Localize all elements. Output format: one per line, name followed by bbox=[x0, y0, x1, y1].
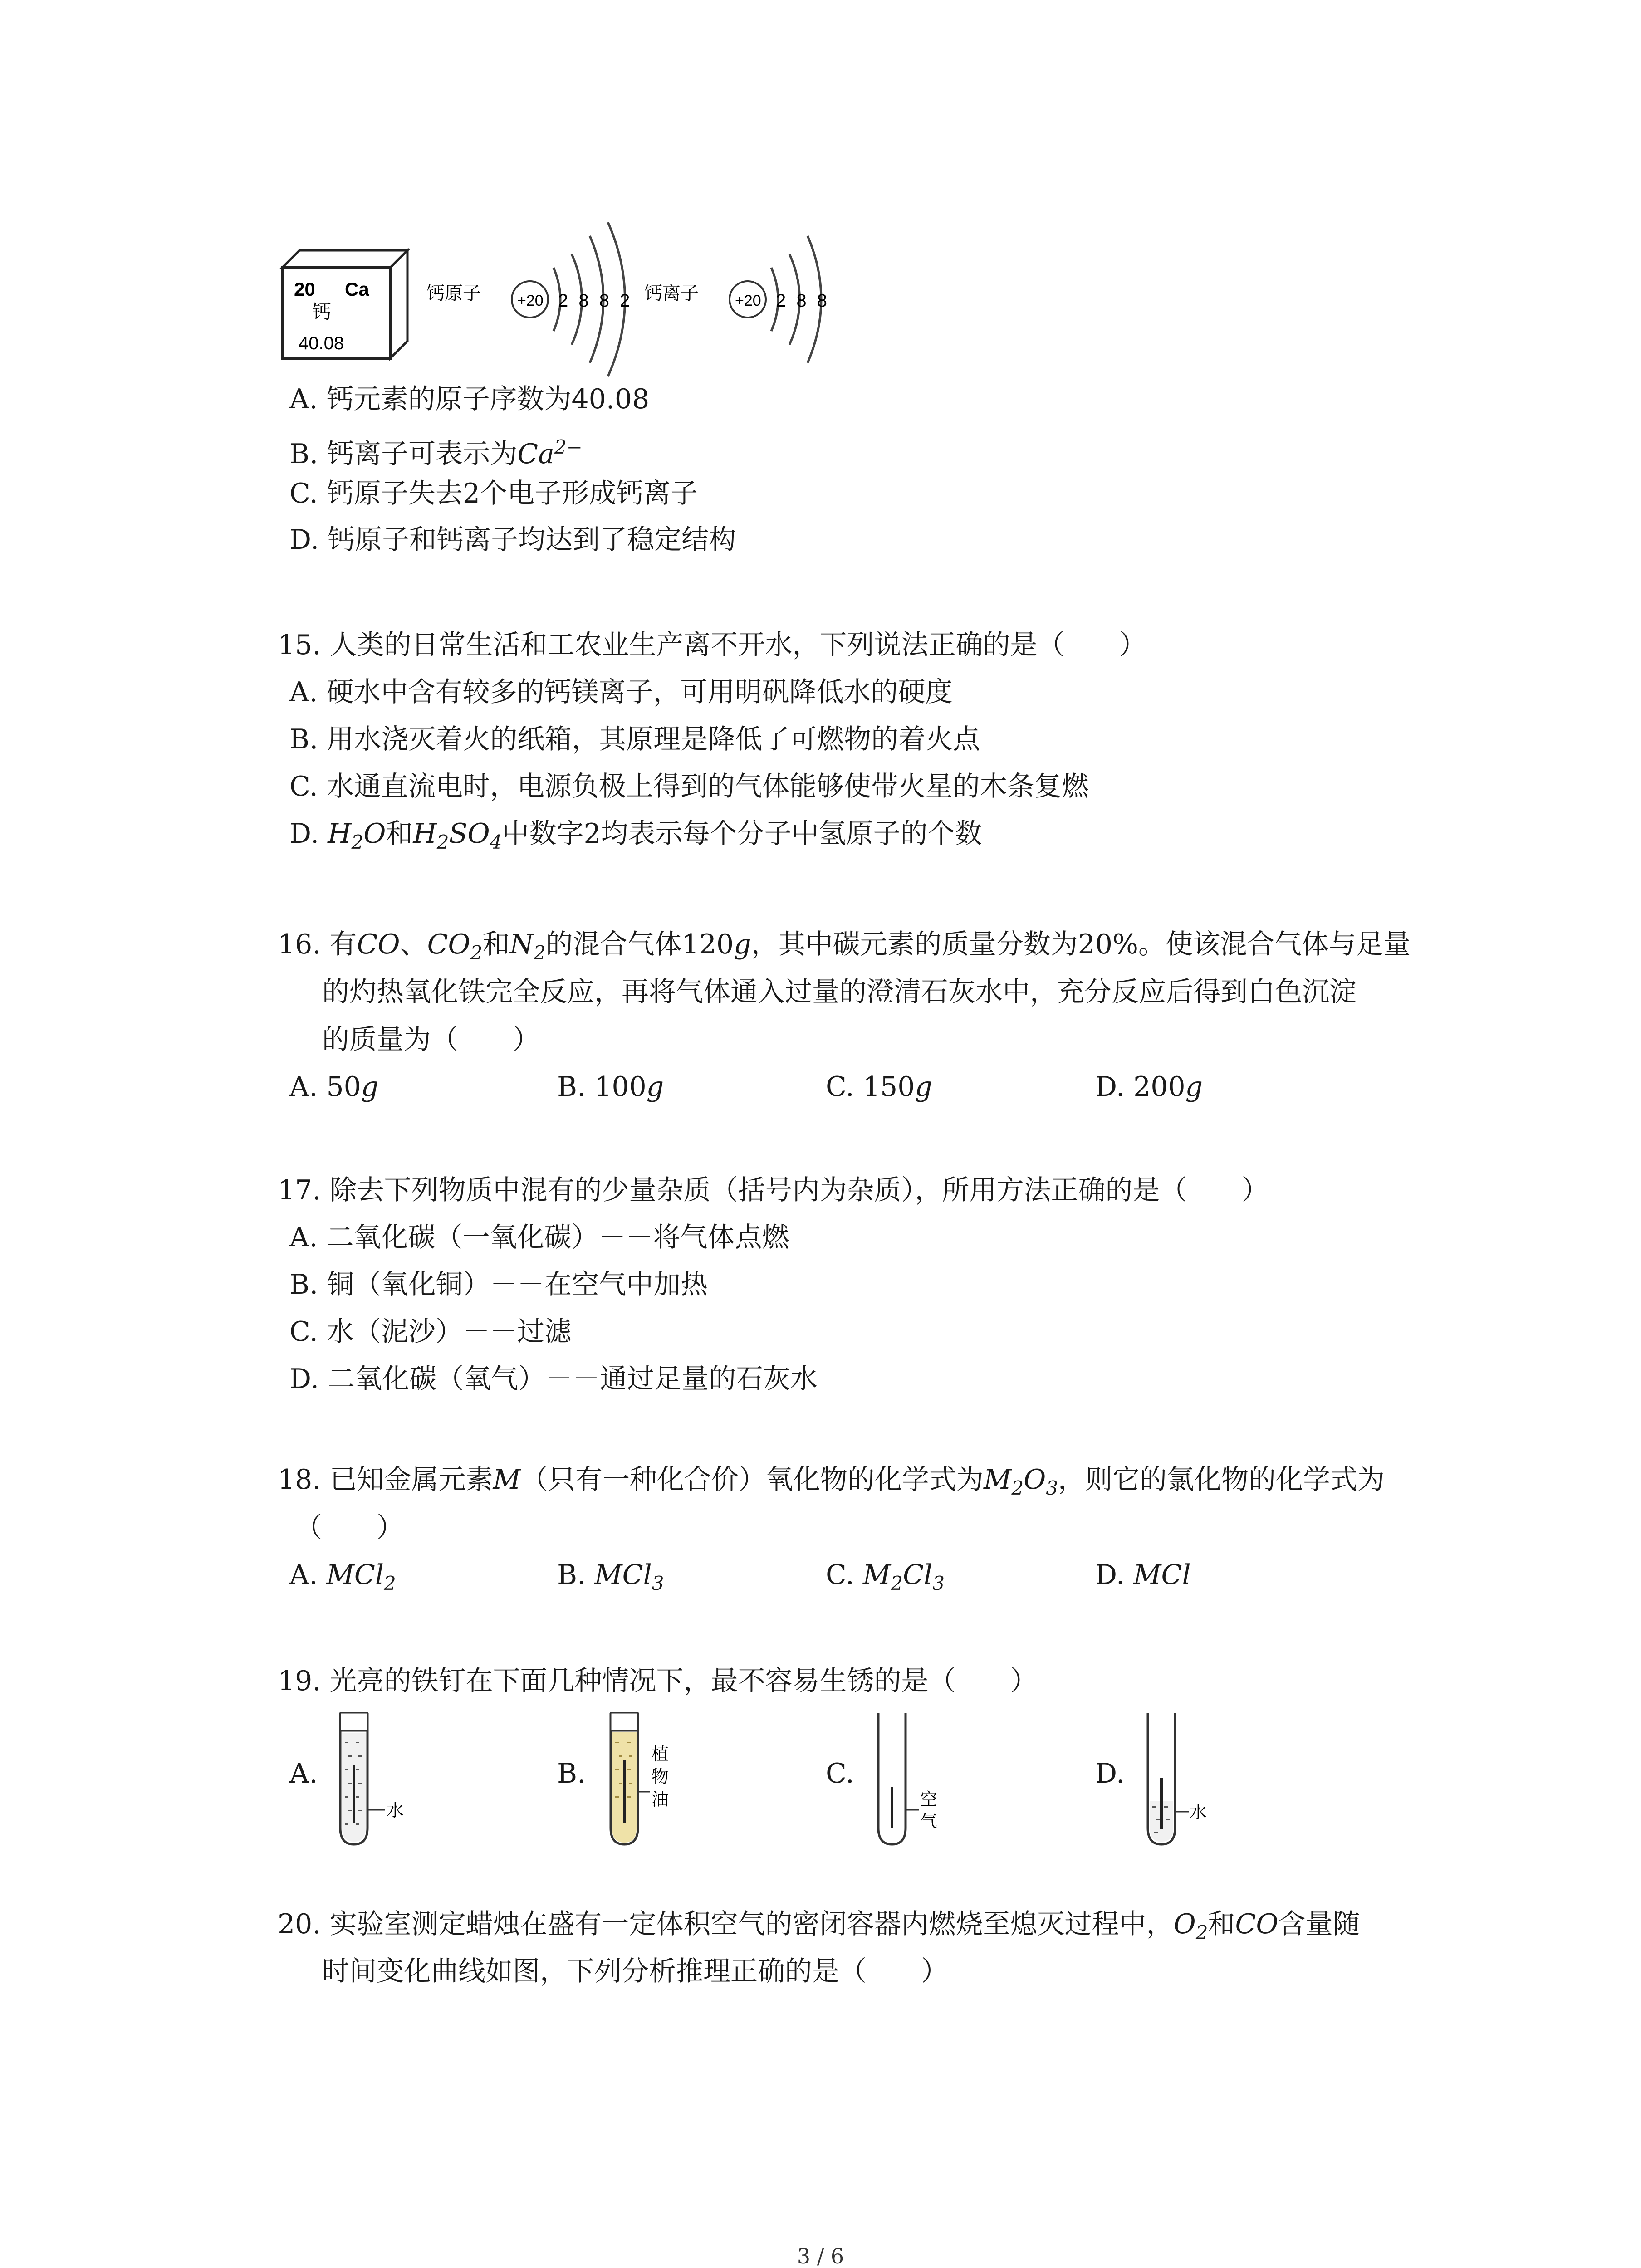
q16-mass-text: 的混合气体120 bbox=[545, 929, 734, 960]
atom-shells: 2 8 8 2 bbox=[558, 291, 633, 311]
tube-b-oil-label-3: 油 bbox=[652, 1789, 669, 1809]
q17-option-a: A. 二氧化碳（一氧化碳）－－将气体点燃 bbox=[289, 1222, 789, 1253]
q14-option-a: A. 钙元素的原子序数为40.08 bbox=[289, 383, 650, 415]
q16-sep: 、 bbox=[400, 929, 427, 960]
q20-line-2: 时间变化曲线如图，下列分析推理正确的是（ ） bbox=[322, 1955, 948, 1987]
ion-shells: 2 8 8 bbox=[776, 291, 830, 311]
q16-and: 和 bbox=[482, 929, 510, 960]
test-tube-c bbox=[869, 1710, 969, 1851]
tube-b-oil-label-1: 植 bbox=[652, 1744, 669, 1764]
q17-option-c: C. 水（泥沙）－－过滤 bbox=[289, 1316, 572, 1348]
element-mass: 40.08 bbox=[299, 333, 344, 353]
q16-option-b: B. 100g bbox=[557, 1071, 664, 1103]
q18-line-2: （ ） bbox=[295, 1512, 404, 1544]
tube-a-water-label: 水 bbox=[387, 1800, 404, 1820]
tube-b-oil-label-2: 物 bbox=[652, 1767, 669, 1787]
q18-option-c: C. $M_2Cl_3$ bbox=[826, 1559, 945, 1594]
q17-option-b: B. 铜（氧化铜）－－在空气中加热 bbox=[289, 1269, 708, 1300]
q14-option-b-charge: 2− bbox=[554, 436, 583, 458]
q15-option-a: A. 硬水中含有较多的钙镁离子，可用明矾降低水的硬度 bbox=[289, 676, 953, 708]
q16-option-a: A. 50g bbox=[289, 1071, 379, 1103]
q14-option-d: D. 钙原子和钙离子均达到了稳定结构 bbox=[289, 524, 736, 556]
q16-rest: ，其中碳元素的质量分数为20%。使该混合气体与足量 bbox=[751, 929, 1411, 960]
q16-line-2: 的灼热氧化铁完全反应，再将气体通入过量的澄清石灰水中，充分反应后得到白色沉淀 bbox=[322, 976, 1357, 1008]
q18-option-b: B. MCl$_3$ bbox=[557, 1559, 664, 1594]
q15-stem: 15. 人类的日常生活和工农业生产离不开水，下列说法正确的是（ ） bbox=[278, 629, 1146, 661]
q15-option-d-and: 和 bbox=[386, 818, 413, 850]
q14-option-c: C. 钙原子失去2个电子形成钙离子 bbox=[289, 478, 698, 509]
ion-label: 钙离子 bbox=[644, 283, 699, 304]
tube-c-air-label-2: 气 bbox=[920, 1811, 938, 1831]
ion-nucleus-charge: +20 bbox=[735, 292, 761, 309]
q15-option-d-label: D. bbox=[289, 818, 328, 850]
q15-option-d: D. $H_2O$和$H_2SO_4$中数字2均表示每个分子中氢原子的个数 bbox=[289, 818, 982, 853]
q16-num: 16. 有 bbox=[278, 929, 357, 960]
test-tube-b bbox=[602, 1710, 701, 1851]
q20-pre: 20. 实验室测定蜡烛在盛有一定体积空气的密闭容器内燃烧至熄灭过程中， bbox=[278, 1908, 1174, 1940]
element-number: 20 bbox=[294, 279, 315, 300]
q17-option-d: D. 二氧化碳（氧气）－－通过足量的石灰水 bbox=[289, 1363, 818, 1395]
atom-nucleus-charge: +20 bbox=[517, 292, 544, 309]
test-tube-a bbox=[331, 1710, 422, 1851]
q16-line-1: 16. 有CO、$CO_2$和$N_2$的混合气体120g，其中碳元素的质量分数为20%。使该混合气体与足量 bbox=[278, 929, 1411, 964]
q14-option-b bbox=[289, 428, 583, 473]
element-symbol: Ca bbox=[345, 279, 369, 300]
q18-option-d: D. MCl bbox=[1095, 1559, 1191, 1591]
atom-label: 钙原子 bbox=[426, 283, 481, 304]
q14-figure bbox=[272, 218, 871, 408]
tube-c-air-label-1: 空 bbox=[920, 1789, 938, 1809]
q19-option-d-label: D. bbox=[1095, 1758, 1125, 1789]
q20-line-1: 20. 实验室测定蜡烛在盛有一定体积空气的密闭容器内燃烧至熄灭过程中，$O_2$和CO含量随 bbox=[278, 1908, 1360, 1944]
q15-option-c: C. 水通直流电时，电源负极上得到的气体能够使带火星的木条复燃 bbox=[289, 771, 1089, 802]
element-name: 钙 bbox=[312, 301, 332, 323]
q18-mid2: ，则它的氯化物的化学式为 bbox=[1058, 1464, 1385, 1496]
tube-d-water-label: 水 bbox=[1190, 1802, 1207, 1822]
q14-option-b-formula: Ca bbox=[517, 438, 554, 470]
q17-stem: 17. 除去下列物质中混有的少量杂质（括号内为杂质），所用方法正确的是（ ） bbox=[278, 1174, 1269, 1206]
q19-stem: 19. 光亮的铁钉在下面几种情况下，最不容易生锈的是（ ） bbox=[278, 1665, 1038, 1697]
q16-option-c: C. 150g bbox=[826, 1071, 932, 1103]
q16-line-3: 的质量为（ ） bbox=[322, 1024, 540, 1056]
test-tube-d bbox=[1139, 1710, 1239, 1851]
q18-pre: 18. 已知金属元素 bbox=[278, 1464, 493, 1496]
q15-option-d-text: 中数字2均表示每个分子中氢原子的个数 bbox=[502, 818, 982, 850]
q20-mid: 和 bbox=[1208, 1908, 1235, 1940]
q19-option-a-label: A. bbox=[289, 1758, 318, 1789]
page-number: 3 / 6 bbox=[797, 2244, 844, 2268]
q15-option-b: B. 用水浇灭着火的纸箱，其原理是降低了可燃物的着火点 bbox=[289, 723, 980, 755]
q20-post: 含量随 bbox=[1278, 1908, 1360, 1940]
q16-unit: g bbox=[734, 929, 751, 960]
q19-option-b-label: B. bbox=[557, 1758, 586, 1789]
q16-option-d: D. 200g bbox=[1095, 1071, 1203, 1103]
q18-option-a: A. MCl$_2$ bbox=[289, 1559, 396, 1594]
element-card bbox=[282, 250, 407, 358]
q18-line-1: 18. 已知金属元素M（只有一种化合价）氧化物的化学式为$M_2O_3$，则它的氯化物的化学式为 bbox=[278, 1464, 1385, 1499]
q14-option-b-prefix: B. 钙离子可表示为 bbox=[289, 438, 518, 470]
q19-option-c-label: C. bbox=[826, 1758, 854, 1789]
q18-mid1: （只有一种化合价）氧化物的化学式为 bbox=[520, 1464, 984, 1496]
